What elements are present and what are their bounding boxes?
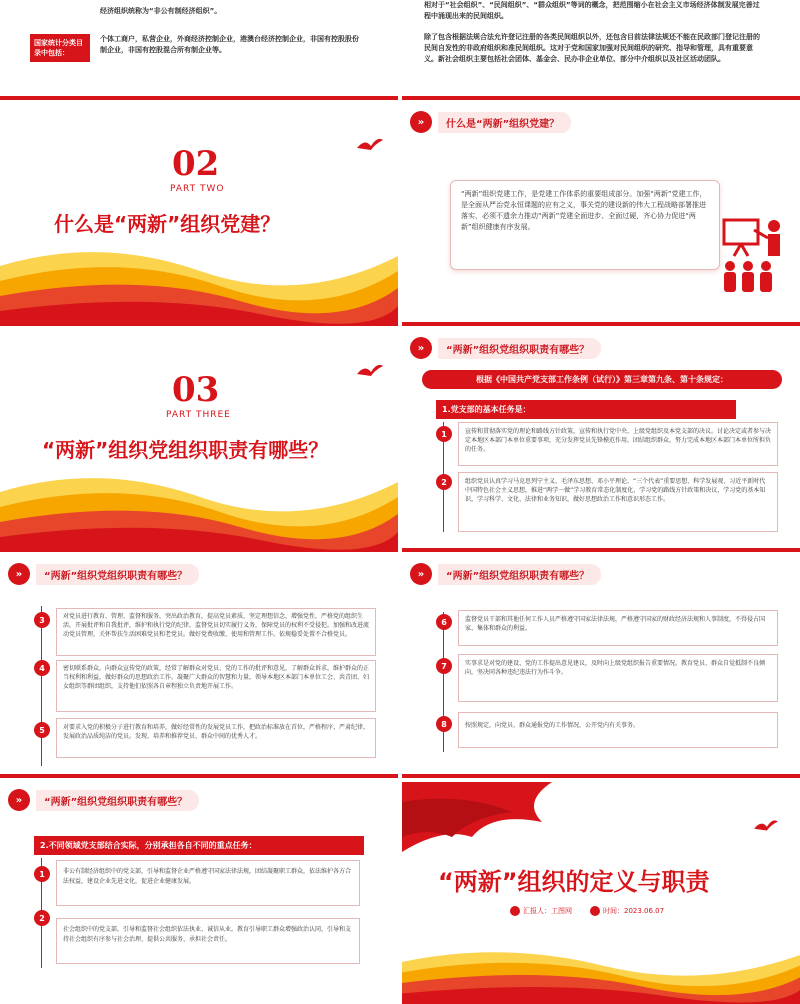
bird-icon (355, 134, 385, 156)
task-text: 密切联系群众，向群众宣传党的政策，经常了解群众对党员、党的工作的批评和意见，了解群众诉求，维护群众的正当权利和利益，做好群众的思想政治工作。凝聚广大群众的智慧和力量，领导本地区本部门本单位工会、共青团、妇女组织等群团组织，支持他们依照各自章程独立负责地开展工作。 (63, 665, 370, 690)
reporter-text: 汇报人：工图网 (523, 907, 572, 915)
slide-4-title: 什么是“两新”组织党建？ (438, 112, 571, 133)
presentation-title: “两新”组织的定义与职责 (438, 868, 710, 896)
item-number: 2 (436, 474, 452, 490)
slide-2-body: 除了包含根据法规合法允许登记注册的各类民间组织以外，还包含目前法律法规还不能在民政部门登记注册的民间自发性的非政府组织和准民间组织。这对于党和国家加强对民间组织的研究、指导和管理，具有重要意义。新社会组织主要包括社会团体、基金会、民办非企业单位、部分中介组织以及社区活动团队。 (424, 33, 760, 63)
chevron-icon: » (410, 337, 432, 359)
item-number: 4 (34, 660, 50, 676)
part-label: PART THREE (166, 410, 231, 420)
task-text: 按照规定，向党员、群众通报党的工作情况，公开党内有关事务。 (465, 722, 640, 729)
task-text: 对要求入党的积极分子进行教育和培养，做好经常性的发展党员工作，把政治标准放在首位，严格程序、严肃纪律，发展政治品质纯洁的党员。发现、培养和推荐党员、群众中间的优秀人才。 (63, 724, 370, 740)
bird-icon (752, 816, 780, 836)
bird-icon (355, 360, 385, 382)
slide-7-title: “两新”组织党组织职责有哪些？ (36, 564, 199, 585)
task-text: 监督党员干部和其他任何工作人员严格遵守国家法律法规，严格遵守国家的财政经济法规和人事制度，不得侵占国家、集体和群众的利益。 (465, 616, 766, 632)
task-item-4 (56, 660, 376, 712)
teacher-icon (720, 214, 790, 296)
time-text: 时间：2023.06.07 (603, 907, 665, 915)
slide-3[interactable] (0, 104, 398, 326)
slide-6-bottom-bar (402, 548, 800, 552)
item-number: 1 (436, 426, 452, 442)
task-item-2 (458, 472, 778, 532)
definition-box (450, 180, 720, 270)
slide-9[interactable] (0, 782, 398, 1004)
part-number: 02 (172, 144, 220, 184)
subhead-key-tasks: 2.不同领域党支部结合实际，分别承担各自不同的重点任务： (34, 836, 364, 855)
item-number: 2 (34, 910, 50, 926)
slide-4-header (410, 112, 571, 132)
slide-2-top-text: 相对于“社会组织”、“民间组织”、“群众组织”等词的概念，把范围缩小在社会主义市场经济体制发展完善过程中涌现出来的民间组织。 (424, 1, 760, 20)
task-item-7 (458, 654, 778, 702)
task-text: 非公有制经济组织中的党支部，引导和监督企业严格遵守国家法律法规，团结凝聚职工群众，依法维护各方合法权益，建设企业先进文化，促进企业健康发展。 (63, 868, 352, 885)
slide-4-bottom-bar (402, 322, 800, 326)
clock-icon (590, 906, 600, 916)
column-divider (398, 0, 402, 1003)
part-label: PART TWO (170, 184, 225, 194)
slide-6-title: “两新”组织党组织职责有哪些？ (438, 338, 601, 359)
wave-decoration (0, 452, 398, 552)
chevron-icon: » (410, 111, 432, 133)
task-item-5 (56, 718, 376, 758)
task-text: 宣传和贯彻落实党的理论和路线方针政策，宣传和执行党中央、上级党组织及本党支部的决议。讨论决定或者参与决定本地区本部门本单位重要事项，充分发挥党员先锋模范作用，团结组织群众，努力完成本地区本部门本单位所担负的任务。 (465, 428, 772, 453)
slide-8-title: “两新”组织党组织职责有哪些？ (438, 564, 601, 585)
slide-6[interactable] (402, 330, 800, 552)
wave-decoration (0, 226, 398, 326)
task-item-nonpublic (56, 860, 360, 906)
item-number: 3 (34, 612, 50, 628)
item-number: 6 (436, 614, 452, 630)
chevron-icon: » (8, 789, 30, 811)
definition-text: “两新”组织党建工作，是党建工作体系的重要组成部分。加强“两新”党建工作，是全面从严治党永恒课题的应有之义，事关党的建设新的伟大工程战略部署推进落实，必须不遗余力推动“两新”党建全面进步、全面过硬，齐心协力促进“两新”组织健康有序发展。 (461, 190, 707, 231)
subhead-basic-tasks: 1.党支部的基本任务是： (436, 400, 736, 419)
section-title: 什么是“两新”组织党建？ (54, 212, 281, 236)
slide-5[interactable] (0, 330, 398, 552)
item-number: 8 (436, 716, 452, 732)
slide-10[interactable] (402, 782, 800, 1004)
slide-7[interactable] (0, 556, 398, 778)
slide-6-header (410, 338, 601, 358)
item-number: 5 (34, 722, 50, 738)
slide-1-top-line: 经济组织统称为“非公有制经济组织”。 (100, 7, 222, 15)
task-item-1 (458, 422, 778, 466)
slide-2[interactable] (402, 0, 800, 100)
slide-9-title: “两新”组织党组织职责有哪些？ (36, 790, 199, 811)
task-item-social (56, 918, 360, 964)
red-flag-icon (402, 782, 562, 862)
task-text: 实事求是对党的建设、党的工作提出意见建议，及时向上级党组织报告重要情况。教育党员、群众自觉抵制不良倾向，坚决同各种违纪违法行为作斗争。 (465, 660, 766, 676)
timeline-line (41, 606, 42, 766)
user-icon (510, 906, 520, 916)
category-label: 国家统计分类目录中包括： (30, 34, 90, 62)
wave-decoration (402, 934, 800, 1004)
section-title: “两新”组织党组织职责有哪些？ (42, 438, 329, 462)
part-number: 03 (172, 370, 220, 410)
item-number: 1 (34, 866, 50, 882)
task-text: 社会组织中的党支部，引导和监督社会组织依法执业、诚信从业，教育引导职工群众增强政治认同，引导和支持社会组织有序参与社会治理、提供公共服务、承担社会责任。 (63, 926, 352, 943)
slide-4[interactable] (402, 104, 800, 326)
slide-1[interactable] (0, 0, 398, 100)
chevron-icon: » (410, 563, 432, 585)
task-item-6 (458, 610, 778, 646)
slide-8-bottom-bar (402, 774, 800, 778)
item-number: 7 (436, 658, 452, 674)
slide-9-header (8, 790, 199, 810)
task-item-8 (458, 712, 778, 748)
reporter-row (510, 906, 664, 916)
chevron-icon: » (8, 563, 30, 585)
task-item-3 (56, 608, 376, 656)
task-text: 对党员进行教育、管理、监督和服务，突出政治教育，提高党员素质，坚定理想信念，增强党性，严格党的组织生活，开展批评和自我批评，维护和执行党的纪律，监督党员切实履行义务，保障党员的权利不受侵犯。加强和改进流动党员管理，关怀帮扶生活困难党员和老党员。做好党费收缴、使用和管理工作。依规稳妥处置不合格党员。 (63, 613, 370, 638)
slide-8-header (410, 564, 601, 584)
slide-7-bottom-bar (0, 774, 398, 778)
regulation-banner: 根据《中国共产党支部工作条例（试行）》第三章第九条、第十条规定： (422, 370, 782, 389)
category-body: 个体工商户，私营企业，外商经济控制企业，港澳台经济控制企业，非国有控股股份制企业，非国有控股混合所有制企业等。 (100, 35, 359, 54)
slide-7-header (8, 564, 199, 584)
task-text: 组织党员认真学习马克思列宁主义、毛泽东思想、邓小平理论、“三个代表”重要思想、科学发展观、习近平新时代中国特色社会主义思想，推进“两学一做”学习教育常态化制度化，学习党的路线方针政策和决议，学习党的基本知识，学习科学、文化、法律和业务知识，做好思想政治工作和意识形态工作。 (465, 478, 766, 503)
slide-8[interactable] (402, 556, 800, 778)
